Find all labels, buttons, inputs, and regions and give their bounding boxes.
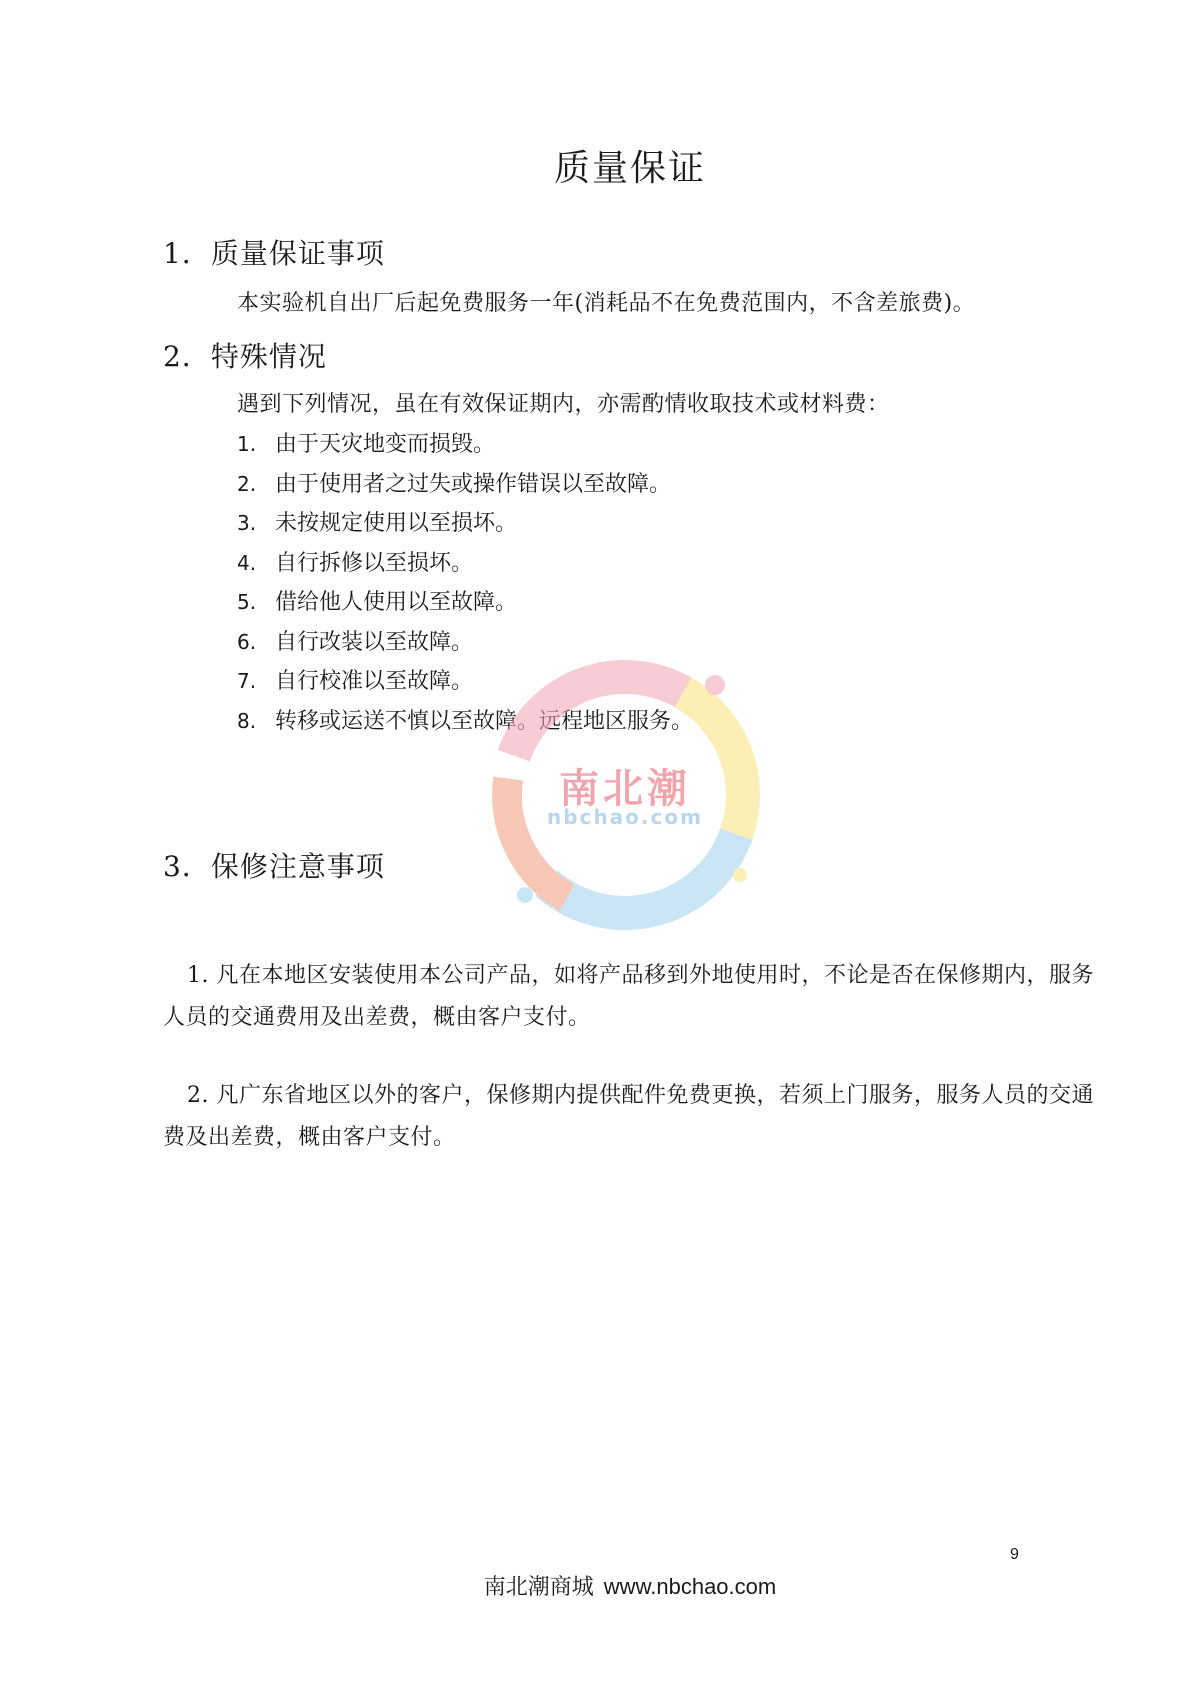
repair-notice-1: 1. 凡在本地区安装使用本公司产品，如将产品移到外地使用时，不论是否在保修期内，服务人员的交通费用及出差费，概由客户支付。 [163,963,1094,1030]
page-title: 质量保证 [553,148,706,189]
watermark-cn-text: 南北潮 [559,765,691,812]
list-item-number: 4. [237,550,257,575]
list-item-text: 自行改装以至故障。 [275,629,474,655]
list-item [237,544,693,584]
list-item [237,662,693,702]
list-item [237,465,693,505]
special-cases-intro: 遇到下列情况，虽在有效保证期内，亦需酌情收取技术或材料费： [237,392,890,417]
list-item-text: 转移或运送不慎以至故障。远程地区服务。 [275,708,694,734]
section-heading-warranty: 1．质量保证事项 [163,237,385,270]
page-footer [0,1570,1200,1601]
list-item-number: 7. [237,669,257,693]
list-item-number: 6. [237,629,257,654]
list-item-number: 1. [237,432,257,456]
repair-notice-2: 2. 凡广东省地区以外的客户，保修期内提供配件免费更换，若须上门服务，服务人员的交通费及出差费，概由客户支付。 [163,1083,1094,1150]
list-item-number: 8. [237,708,257,733]
list-item [237,702,693,742]
list-item [237,583,693,623]
page-number: 9 [1010,1546,1019,1563]
list-item-number: 5. [237,590,257,614]
list-item-text: 由于使用者之过失或操作错误以至故障。 [275,471,672,497]
list-item [237,623,693,663]
section-heading-special-cases: 2．特殊情况 [163,340,327,373]
footer-url: www.nbchao.com [603,1574,777,1599]
list-item [237,504,693,544]
section-heading-repair-notes: 3．保修注意事项 [163,850,385,883]
list-item-text: 由于天灾地变而损毁。 [275,432,496,457]
list-item-text: 自行校准以至故障。 [275,669,474,694]
list-item-text: 未按规定使用以至损坏。 [275,511,518,536]
list-item-number: 3. [237,511,257,535]
list-item-number: 2. [237,471,257,496]
list-item-text: 自行拆修以至损坏。 [275,550,474,576]
list-item-text: 借给他人使用以至故障。 [275,590,518,615]
footer-site-name: 南北潮商城 [483,1575,594,1600]
list-item [237,425,693,465]
warranty-text: 本实验机自出厂后起免费服务一年(消耗品不在免费范围内，不含差旅费)。 [237,291,976,316]
special-cases-list [237,425,693,741]
watermark-en-text: nbchao.com [547,805,703,829]
